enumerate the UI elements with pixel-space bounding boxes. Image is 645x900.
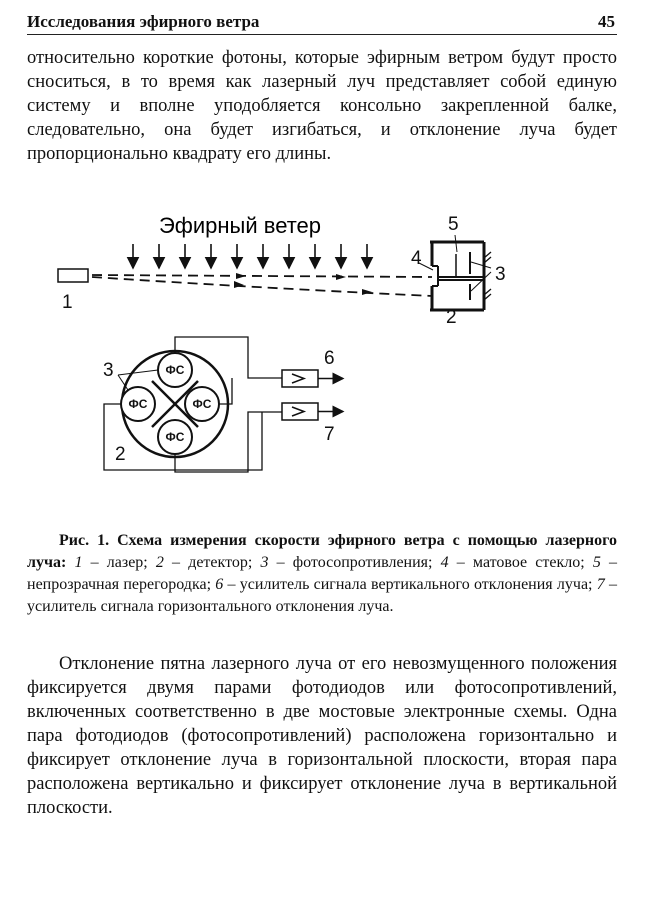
paragraph-1: относительно короткие фотоны, которые эфирным ветром будут просто сноситься, в то время как лазерный луч представляет собой единую систему и вполне уподобляется консольно закрепленной балке, следовательно, она будет изгибаться, и отклонение луча будет пропорционально квадрату его длины. [27,48,617,164]
laser-scheme-diagram [0,200,645,520]
label-partition: 5 [448,214,459,235]
caption-lead: Рис. 1. Схема измерения скорости эфирного ветра с помощью лазерного луча: [27,532,617,571]
caption-num: 5 [592,554,601,571]
sensor-top: ФС [165,363,185,377]
running-title: Исследования эфирного ветра [27,12,260,31]
amplifiers [282,370,343,420]
label-photoresistors: 3 [495,264,506,285]
figure-laser-scheme [0,200,645,520]
caption-text: – матовое стекло; [448,554,593,571]
caption-num: 1 [74,554,83,571]
label-vertical-amp: 6 [324,348,335,369]
sensor-left: ФС [128,397,148,411]
caption-text: – непрозрачная перегородка; [27,554,618,593]
sensor-bottom: ФС [165,430,185,444]
wind-arrows [133,244,367,268]
caption-text: – лазер; [82,554,156,571]
label-photoresistors-bottom: 3 [103,360,114,381]
sensor-right: ФС [192,397,212,411]
caption-num: 2 [155,554,164,571]
page-number: 45 [598,12,615,31]
caption-num: 3 [260,554,269,571]
paragraph-2: Отклонение пятна лазерного луча от его невозмущенного положения фиксируется двумя парами фотодиодов или фотосопротивлений, включенных соответственно в две мостовые электронные схемы. Одна пара фотодиодов (фотосопротивлений) расположена горизонтально и фиксирует отклонение луча в горизонтальной плоскости, вторая пара расположена вертикально и фиксирует отклонение луча в вертикальной плоскости. [27,654,617,818]
laser-body [58,269,88,282]
label-laser: 1 [62,292,73,313]
caption-num: 7 [596,576,605,593]
label-detector-bottom: 2 [115,444,126,465]
figure-caption [27,530,617,618]
caption-text: – детектор; [163,554,261,571]
wind-title: Эфирный ветер [158,213,322,238]
caption-text: – усилитель сигнала вертикального отклонения луча; [223,576,597,593]
label-matte-glass: 4 [411,248,422,269]
page-header [27,12,617,35]
laser-beams [92,275,432,296]
caption-text: – фотосопротивления; [268,554,441,571]
label-detector: 2 [446,307,457,328]
caption-num: 4 [440,554,449,571]
caption-text: – усилитель сигнала горизонтального отклонения луча. [27,576,618,615]
detector [430,242,491,310]
caption-num: 6 [215,576,224,593]
label-horizontal-amp: 7 [324,424,335,445]
